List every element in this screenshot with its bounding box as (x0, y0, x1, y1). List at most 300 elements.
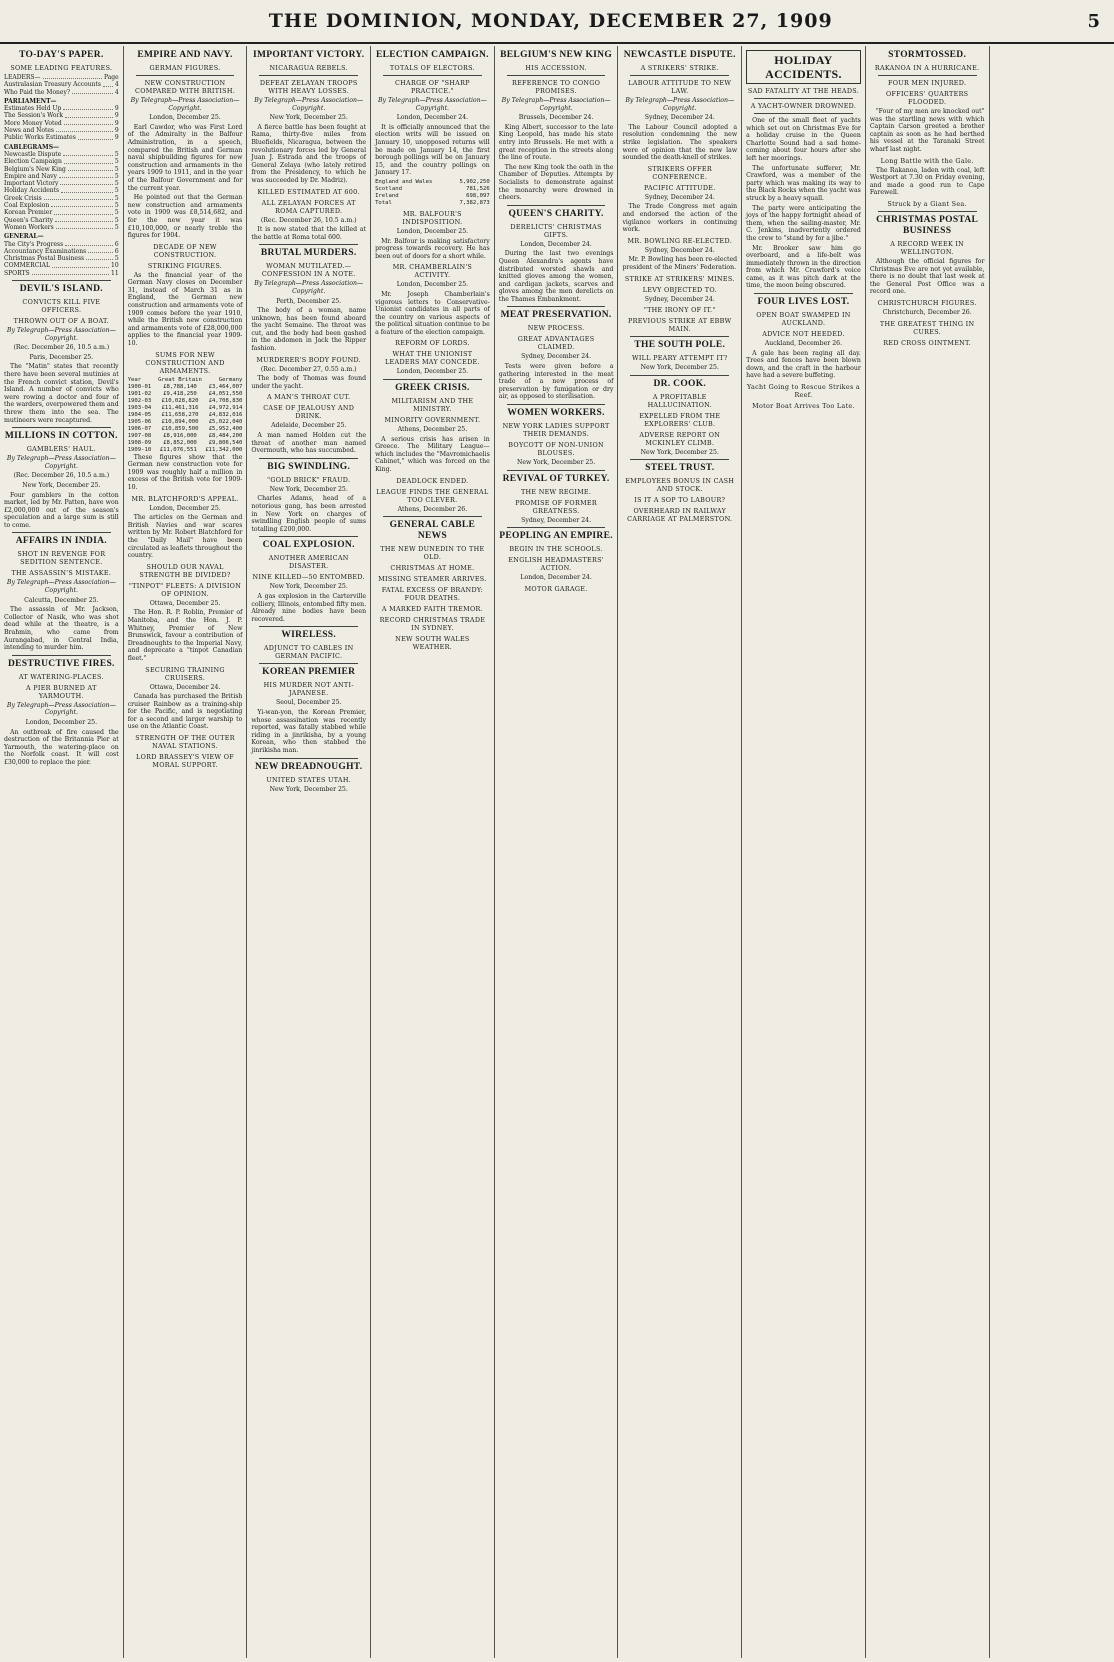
table-cell: 1908-09 (127, 439, 152, 446)
table-cell: 5,902,250 (459, 178, 490, 185)
article-headline: STEEL TRUST. (645, 463, 715, 474)
dateline: Sydney, December 24. (644, 114, 715, 122)
divider-rule (507, 306, 606, 307)
contents-row (4, 233, 119, 240)
article-headline: HOLIDAY ACCIDENTS. (746, 50, 861, 84)
divider-rule (630, 459, 729, 460)
article-subheading: NINE KILLED—50 ENTOMBED. (252, 573, 365, 582)
table-row (375, 193, 490, 200)
leader-dots (44, 195, 113, 200)
contents-item: Election Campaign (4, 158, 62, 166)
article-paragraph: King Albert, successor to the late King Leopold, has made his state entry into Brussels. He met with a great reception in the streets along the line of route. (498, 123, 614, 162)
article-subheading: LEAGUE FINDS THE GENERAL TOO CLEVER. (376, 487, 489, 504)
article-subheading: MILITARISM AND THE MINISTRY. (391, 397, 474, 414)
table-row (375, 186, 490, 193)
contents-page: 5 (114, 187, 119, 195)
article-paragraph: The assassin of Mr. Jackson, Collector of Nasik, who was shot dead while at the theatre, is a Brahmin, who came from Aurangabad, in Central India, intending to murder him. (4, 606, 119, 652)
table-cell: 1903-04 (127, 404, 152, 411)
leader-dots (55, 217, 113, 222)
table-row (375, 179, 490, 186)
article-paragraph: The body of a woman, name unknown, has been found aboard the yacht Semaine. The throat was cut, and the body had been gashed in the abdomen in Jack the Ripper fashion. (251, 307, 367, 353)
table-cell: £8,916,000 (163, 432, 197, 439)
article-subheading: LEVY OBJECTED TO. (642, 285, 717, 294)
contents-item: LEADERS— (4, 74, 41, 81)
byline: By Telegraph—Press Association—Copyright. (6, 455, 116, 470)
article-headline: PEOPLING AN EMPIRE. (499, 531, 613, 542)
article-subheading: DEADLOCK ENDED. (396, 476, 469, 485)
article-subheading: STRENGTH OF THE OUTER NAVAL STATIONS. (135, 734, 235, 751)
table-cell: 698,097 (466, 192, 490, 199)
table-cell: £4,832,016 (208, 411, 243, 418)
dateline: Sydney, December 24. (644, 246, 715, 254)
contents-item: Women Workers (4, 223, 54, 231)
article-subheading: A MARKED FAITH TREMOR. (381, 605, 483, 614)
article-subheading: CASE OF JEALOUSY AND DRINK. (263, 404, 355, 421)
article-subheading: HIS ACCESSION. (525, 64, 587, 72)
article-paragraph: A fierce battle has been fought at Rama, thirty-five miles from Bluefields, Nicaragua, between the revolutionary forces led by General Juan J. Estrada and the troops of General Zelaya (who lately retired from the Presidency, to which he was succeeded by Dr. Madriz). (251, 123, 367, 184)
contents-row (4, 262, 119, 269)
article-subheading: WILL PEARY ATTEMPT IT? (631, 354, 728, 363)
divider-rule (630, 375, 729, 376)
divider-rule (12, 427, 111, 428)
contents-item: Korean Premier (4, 209, 53, 217)
article-headline: FOUR LIVES LOST. (757, 297, 850, 308)
contents-page: 5 (114, 172, 119, 180)
table-row (128, 440, 243, 447)
article-subheading: MR. BOWLING RE-ELECTED. (627, 236, 733, 245)
leader-dots (51, 202, 113, 207)
article-subheading: CHRISTMAS AT HOME. (390, 564, 475, 573)
article-paragraph: "Four of my men are knocked out" was the startling news with which Captain Carson greeted a brother captain as soon as he had berthed his vessel at the Taranaki Street wharf last night. (869, 108, 985, 153)
article-headline: IMPORTANT VICTORY. (253, 50, 365, 60)
news-columns (0, 46, 1114, 1658)
dateline: Sydney, December 24. (521, 516, 592, 524)
article-headline: MEAT PRESERVATION. (500, 310, 612, 321)
article-subheading: "TINPOT" FLEETS: A DIVISION OF OPINION. (128, 581, 242, 598)
article-subheading: HIS MURDER NOT ANTI-JAPANESE. (263, 681, 354, 698)
table-cell: 1907-08 (127, 432, 152, 439)
dateline: Athens, December 26. (397, 505, 468, 513)
contents-page: 5 (114, 223, 119, 231)
dateline: New York, December 25. (269, 485, 348, 493)
article-subheading: Struck by a Giant Sea. (887, 199, 967, 208)
contents-page: 5 (114, 180, 119, 188)
dateline: London, December 25. (396, 227, 469, 235)
leader-dots (64, 120, 113, 125)
dateline: London, December 25. (149, 114, 221, 122)
table-cell: £4,972,914 (208, 404, 243, 411)
article-subheading: "GOLD BRICK" FRAUD. (267, 475, 351, 484)
article-paragraph: Although the official figures for Christmas Eve are not yet available, there is no doubt that last week at the General Post Office was a record one. (869, 257, 985, 296)
masthead (0, 0, 1114, 44)
divider-rule (12, 532, 111, 533)
table-cell: £10,894,000 (161, 418, 199, 425)
contents-row (4, 120, 119, 127)
article-headline: QUEEN'S CHARITY. (508, 208, 604, 219)
contents-page: 11 (111, 269, 119, 277)
contents-item: COMMERCIAL (4, 262, 50, 270)
contents-item: Important Victory (4, 180, 59, 188)
page-number: 5 (1087, 10, 1100, 32)
article-subheading: A PIER BURNED AT YARMOUTH. (26, 683, 97, 700)
contents-row (4, 74, 119, 81)
contents-item: Queen's Charity (4, 216, 54, 224)
dateline: Adelaide, December 25. (271, 422, 347, 430)
dateline: New York, December 25. (640, 364, 719, 372)
article-subheading: NEW CONSTRUCTION COMPARED WITH BRITISH. (135, 79, 236, 95)
newspaper-title: THE DOMINION, MONDAY, DECEMBER 27, 1909 (268, 10, 833, 32)
contents-row (4, 209, 119, 216)
table-cell: Scotland (375, 185, 403, 192)
article-subheading: MR. BLATCHFORD'S APPEAL. (131, 494, 239, 503)
article-subheading: DEFEAT ZELAYAN TROOPS WITH HEAVY LOSSES. (259, 79, 358, 95)
column-9 (990, 46, 1114, 1658)
article-subheading: LORD BRASSEY'S VIEW OF MORAL SUPPORT. (136, 753, 234, 770)
contents-item: SPORTS (4, 269, 30, 277)
contents-row (4, 187, 119, 194)
contents-item: Accountancy Examinations (4, 247, 87, 255)
table-row (128, 426, 243, 433)
article-headline: DESTRUCTIVE FIRES. (7, 658, 115, 669)
article-paragraph: A man named Holden cut the throat of another man named Overmouth, who has succumbed. (251, 432, 367, 455)
contents-row (4, 81, 119, 88)
article-paragraph: The new King took the oath in the Chamber of Deputies. Attempts by Socialists to demonstrate against the monarchy were drowned in cheers. (498, 163, 614, 202)
contents-page: 5 (114, 255, 119, 263)
article-headline: WOMEN WORKERS. (507, 408, 605, 419)
contents-row (4, 89, 119, 96)
dateline: New York, December 25. (269, 583, 348, 591)
article-paragraph: A serious crisis has arisen in Greece. The Military League—which includes the "Mavromichaelis Cabinet," which was forced on the King. (375, 435, 490, 474)
table-row (128, 391, 243, 398)
leader-dots (64, 158, 113, 163)
article-headline: DR. COOK. (653, 378, 707, 389)
contents-page: 9 (114, 134, 119, 142)
article-subheading: STRIKERS OFFER CONFERENCE. (647, 164, 712, 181)
article-subheading: TOTALS OF ELECTORS. (389, 64, 475, 72)
contents-page: 5 (114, 216, 119, 224)
divider-rule (383, 516, 482, 517)
table-row (128, 384, 243, 391)
leader-dots (72, 89, 113, 94)
leader-dots (60, 180, 113, 185)
leader-dots (61, 187, 113, 192)
article-headline: BRUTAL MURDERS. (260, 248, 357, 259)
byline: By Telegraph—Press Association—Copyright. (130, 97, 240, 112)
article-paragraph: The Hon. R. P. Roblin, Premier of Manitoba, and the Hon. J. P. Whitney, Premier of New Brunswick, favour a contribution of Dreadnoughts to the Imperial Navy, and deprecate a "tinpot Canadian fleet." (127, 609, 243, 662)
contents-item: Holiday Accidents (4, 187, 60, 195)
contents-row (4, 241, 119, 248)
table-cell: £5,022,040 (208, 418, 243, 425)
article-subheading: A PROFITABLE HALLUCINATION. (647, 392, 712, 409)
article-paragraph: During the last two evenings Queen Alexandra's agents have distributed worsted shawls and knitted gloves among the women, and cardigan jackets, scarves and gloves among the men derelicts on the Thames Embankment. (498, 250, 614, 303)
article-paragraph: Canada has purchased the British cruiser Rainbow as a training-ship for the Pacific, and is negotiating for a second and larger warship to use on the Atlantic Coast. (127, 693, 243, 731)
article-subheading: CHARGE OF "SHARP PRACTICE." (394, 79, 470, 95)
dateline: Christchurch, December 26. (882, 308, 972, 316)
contents-row (4, 144, 119, 151)
divider-rule (383, 75, 482, 76)
figures-table (128, 377, 243, 454)
article-paragraph: Mr. Balfour is making satisfactory progress towards recovery. He has been out of doors for a short while. (375, 237, 490, 260)
article-subheading: Long Battle with the Gale. (880, 156, 974, 165)
article-subheading: FATAL EXCESS OF BRANDY: FOUR DEATHS. (381, 586, 484, 603)
article-subheading: SUMS FOR NEW CONSTRUCTION AND ARMAMENTS. (145, 350, 225, 375)
contents-item: More Money Voted (4, 119, 62, 127)
byline: By Telegraph—Press Association—Copyright. (6, 701, 116, 717)
table-cell: £9,806,540 (208, 439, 243, 446)
article-subheading: KILLED ESTIMATED AT 600. (257, 187, 360, 196)
article-headline: WIRELESS. (281, 630, 337, 641)
contents-item: News and Notes (4, 127, 55, 135)
article-subheading: THE GREATEST THING IN CURES. (879, 319, 975, 336)
contents-row (4, 98, 119, 105)
contents-page: 6 (114, 240, 119, 248)
leader-dots (32, 270, 109, 275)
article-paragraph: An outbreak of fire caused the destruction of the Britannia Pier at Yarmouth, the watering-place on the Norfolk coast. It will cost £30,000 to replace the pier. (4, 728, 119, 766)
article-subheading: REFERENCE TO CONGO PROMISES. (511, 79, 601, 95)
divider-rule (259, 536, 358, 537)
article-subheading: SAD FATALITY AT THE HEADS. (747, 87, 860, 95)
divider-rule (507, 75, 606, 76)
article-subheading: STRIKE AT STRIKERS' MINES. (624, 274, 735, 283)
contents-page: 6 (114, 247, 119, 255)
contents-row (4, 195, 119, 202)
article-subheading: PROMISE OF FORMER GREATNESS. (515, 498, 597, 515)
divider-rule (259, 626, 358, 627)
dateline: London, December 24. (520, 574, 592, 582)
divider-rule (754, 98, 853, 99)
byline: By Telegraph—Press Association—Copyright. (6, 579, 116, 595)
byline: By Telegraph—Press Association—Copyright. (377, 97, 487, 112)
article-headline: GENERAL CABLE NEWS (389, 520, 476, 542)
article-subheading: ANOTHER AMERICAN DISASTER. (268, 554, 349, 571)
dateline: London, December 25. (396, 281, 469, 289)
article-subheading: DERELICTS' CHRISTMAS GIFTS. (510, 222, 602, 239)
dateline: New York, December 25. (269, 114, 348, 122)
contents-page: 5 (114, 150, 119, 158)
divider-rule (136, 75, 235, 76)
contents-row (4, 217, 119, 224)
article-subheading: NEW YORK LADIES SUPPORT THEIR DEMANDS. (502, 422, 610, 439)
contents-row (4, 173, 119, 180)
contents-row (4, 134, 119, 141)
byline: By Telegraph—Press Association—Copyright. (254, 280, 364, 295)
divider-rule (259, 663, 358, 664)
article-paragraph: One of the small fleet of yachts which set out on Christmas Eve for a holiday cruise in the Queen Charlotte Sound had a sad home-coming about four hours after she left her moorings. (746, 117, 861, 162)
article-subheading: OVERHEARD IN RAILWAY CARRIAGE AT PALMERSTON. (627, 507, 733, 524)
article-headline: EMPIRE AND NAVY. (137, 50, 233, 60)
article-subheading: BOYCOTT OF NON-UNION BLOUSES. (508, 441, 604, 458)
contents-row (4, 105, 119, 112)
table-cell: £10,859,500 (161, 425, 199, 432)
article-headline: DEVIL'S ISLAND. (19, 284, 103, 295)
column-7 (742, 46, 866, 1658)
contents-page: 5 (114, 194, 119, 202)
contents-page: 9 (114, 127, 119, 135)
article-paragraph: Earl Cawdor, who was First Lord of the Admiralty in the Balfour Administration, in a speech, compared the British and German naval shipbuilding figures for new construction and armaments in the years 1909 to 1911, and in the year of the Balfour Government and for the current year. (127, 123, 243, 192)
table-row (128, 412, 243, 419)
contents-page: 9 (114, 119, 119, 127)
article-subheading: RECORD CHRISTMAS TRADE IN SYDNEY. (379, 616, 486, 633)
table-row (128, 419, 243, 426)
contents-page: 10 (111, 262, 119, 270)
contents-item: Public Works Estimates (4, 134, 76, 142)
contents-row (4, 270, 119, 277)
article-paragraph: Four gamblers in the cotton market, led by Mr. Patten, have won £2,000,000 out of the season's speculation and a large sum is still to come. (4, 491, 119, 529)
leader-dots (59, 173, 113, 178)
table-cell: £9,418,250 (163, 390, 197, 397)
article-subheading: MINORITY GOVERNMENT. (384, 416, 481, 425)
divider-rule (259, 758, 358, 759)
contents-row (4, 224, 119, 231)
dateline: London, December 25. (149, 504, 221, 512)
contents-row (4, 255, 119, 262)
article-paragraph: He pointed out that the German new construction and armaments vote in 1909 was £8,514,682, and for the new year it was £10,100,000, or nearly treble the figures for 1904. (127, 194, 243, 240)
article-subheading: NICARAGUA REBELS. (269, 64, 348, 72)
article-subheading: A RECORD WEEK IN WELLINGTON. (890, 239, 965, 256)
article-headline: KOREAN PREMIER (262, 667, 356, 678)
table-cell: £3,464,007 (208, 383, 243, 390)
divider-rule (630, 75, 729, 76)
article-paragraph: The "Matin" states that recently there have been several mutinies at the French convict station, Devil's Island. A number of convicts who were rowing a doctor and four of the warders, overpowered them and threw them into the sea. The mutineers were recaptured. (4, 363, 119, 424)
contents-row (4, 158, 119, 165)
article-subheading: WOMAN MUTILATED.—CONFESSION IN A NOTE. (261, 262, 356, 279)
article-subheading: A MAN'S THROAT CUT. (267, 393, 351, 402)
article-headline: CHRISTMAS POSTAL BUSINESS (876, 214, 979, 236)
article-subheading: MOTOR GARAGE. (524, 584, 588, 593)
dateline: New York, December 25. (516, 459, 596, 467)
figures-table (375, 179, 490, 207)
article-paragraph: As the financial year of the German Navy closes on December 31, instead of March 31 as in England, the German new construction and armaments vote of 1909 comes before the year 1910, while the British new construction and armaments vote of £28,000,000 applies to the financial year 1909-10. (127, 271, 243, 348)
contents-list (4, 74, 119, 277)
contents-item: CABLEGRAMS— (4, 143, 60, 151)
article-subheading: RAKANOA IN A HURRICANE. (874, 64, 980, 72)
dateline: London, December 24. (396, 114, 469, 122)
leader-dots (63, 105, 113, 110)
table-cell: 7,382,873 (459, 199, 490, 206)
table-cell: England and Wales (375, 178, 433, 185)
article-subheading: AT WATERING-PLACES. (18, 672, 104, 681)
leader-dots (56, 224, 113, 229)
article-subheading: NEW SOUTH WALES WEATHER. (395, 635, 470, 652)
contents-item: Estimates Held Up (4, 105, 62, 113)
byline: By Telegraph—Press Association—Copyright. (625, 97, 735, 112)
table-cell: £8,788,140 (163, 383, 197, 390)
article-subheading: SHOT IN REVENGE FOR SEDITION SENTENCE. (17, 550, 106, 567)
divider-rule (259, 244, 358, 245)
contents-page: 5 (114, 165, 119, 173)
divider-rule (507, 205, 606, 206)
article-subheading: THROWN OUT OF A BOAT. (13, 317, 109, 326)
table-cell: 1901-02 (127, 390, 152, 397)
article-subheading: GREAT ADVANTAGES CLAIMED. (517, 335, 595, 352)
article-subheading: IS IT A SOP TO LABOUR? (634, 496, 726, 505)
divider-rule (754, 293, 853, 294)
leader-dots (78, 134, 113, 139)
table-cell: 1906-07 (127, 425, 152, 432)
contents-page: 9 (114, 112, 119, 120)
divider-rule (507, 404, 606, 405)
contents-item: Christmas Postal Business (4, 255, 85, 263)
dateline: Sydney, December 24. (521, 353, 592, 361)
article-subheading: SOME LEADING FEATURES. (10, 64, 113, 72)
contents-item: The Session's Work (4, 112, 64, 120)
column-8 (866, 46, 990, 1658)
column-6 (618, 46, 742, 1658)
article-subheading: STRIKING FIGURES. (147, 261, 223, 270)
contents-page: 5 (114, 209, 119, 217)
article-paragraph: The Rakanoa, laden with coal, left Westport at 7.30 on Friday evening, and made a good run to Cape Farewell. (869, 166, 985, 197)
contents-row (4, 127, 119, 134)
byline: By Telegraph—Press Association—Copyright. (501, 97, 611, 112)
column-5 (495, 46, 619, 1658)
article-headline: COAL EXPLOSION. (262, 540, 355, 551)
table-cell: Germany (218, 376, 243, 383)
contents-page: 5 (114, 158, 119, 166)
table-cell: 781,526 (466, 185, 490, 192)
table-cell: 1909-10 (127, 446, 152, 453)
divider-rule (12, 280, 111, 281)
divider-rule (383, 379, 482, 380)
table-row (128, 398, 243, 405)
leader-dots (103, 81, 113, 86)
contents-item: Australasian Treasury Accounts (4, 81, 101, 89)
article-headline: AFFAIRS IN INDIA. (15, 536, 107, 547)
divider-rule (754, 113, 853, 114)
contents-row (4, 180, 119, 187)
contents-row (4, 112, 119, 119)
dateline: Ottawa, December 25. (149, 599, 221, 607)
table-cell: 1904-05 (127, 411, 152, 418)
table-cell: £5,952,400 (208, 425, 243, 432)
article-paragraph: A gas explosion in the Carterville colliery, Illinois, entombed fifty men. Already nine bodies have been recovered. (251, 592, 367, 623)
article-headline: REVIVAL OF TURKEY. (502, 473, 610, 484)
column-1 (0, 46, 124, 1658)
contents-page: 5 (114, 202, 119, 210)
dateline: Perth, December 25. (276, 297, 342, 305)
article-headline: BIG SWINDLING. (267, 461, 351, 472)
dateline: Athens, December 25. (397, 426, 468, 434)
table-cell: Year (127, 376, 142, 383)
article-subheading: Yacht Going to Rescue Strikes a Reef. (746, 383, 860, 400)
column-2 (124, 46, 248, 1658)
article-subheading: Motor Boat Arrives Too Late. (752, 402, 855, 411)
dateline: London, December 24. (520, 240, 592, 248)
dateline: (Rec. December 27, 0.55 a.m.) (260, 365, 357, 373)
article-paragraph: Mr. P. Bowling has been re-elected president of the Miners' Federation. (622, 256, 738, 271)
article-subheading: WHAT THE UNIONIST LEADERS MAY CONCEDE. (385, 350, 480, 367)
article-headline: NEW DREADNOUGHT. (255, 761, 363, 772)
contents-row (4, 151, 119, 158)
table-cell: £4,051,550 (208, 390, 243, 397)
table-row (128, 377, 243, 384)
article-subheading: DECADE OF NEW CONSTRUCTION. (153, 242, 217, 259)
leader-dots (52, 262, 109, 267)
divider-rule (12, 655, 111, 656)
leader-dots (65, 112, 113, 117)
dateline: Sydney, December 24. (644, 295, 715, 303)
article-subheading: CHRISTCHURCH FIGURES. (877, 298, 977, 307)
article-subheading: "THE IRONY OF IT." (643, 306, 716, 315)
article-subheading: ADJUNCT TO CABLES IN GERMAN PACIFIC. (263, 644, 354, 661)
dateline: Calcutta, December 25. (24, 596, 99, 604)
table-row (128, 405, 243, 412)
contents-page: Page (103, 74, 119, 81)
divider-rule (507, 470, 606, 471)
divider-rule (630, 336, 729, 337)
dateline: London, December 25. (25, 719, 98, 727)
leader-dots (88, 248, 113, 253)
article-subheading: MURDERER'S BODY FOUND. (256, 355, 362, 364)
